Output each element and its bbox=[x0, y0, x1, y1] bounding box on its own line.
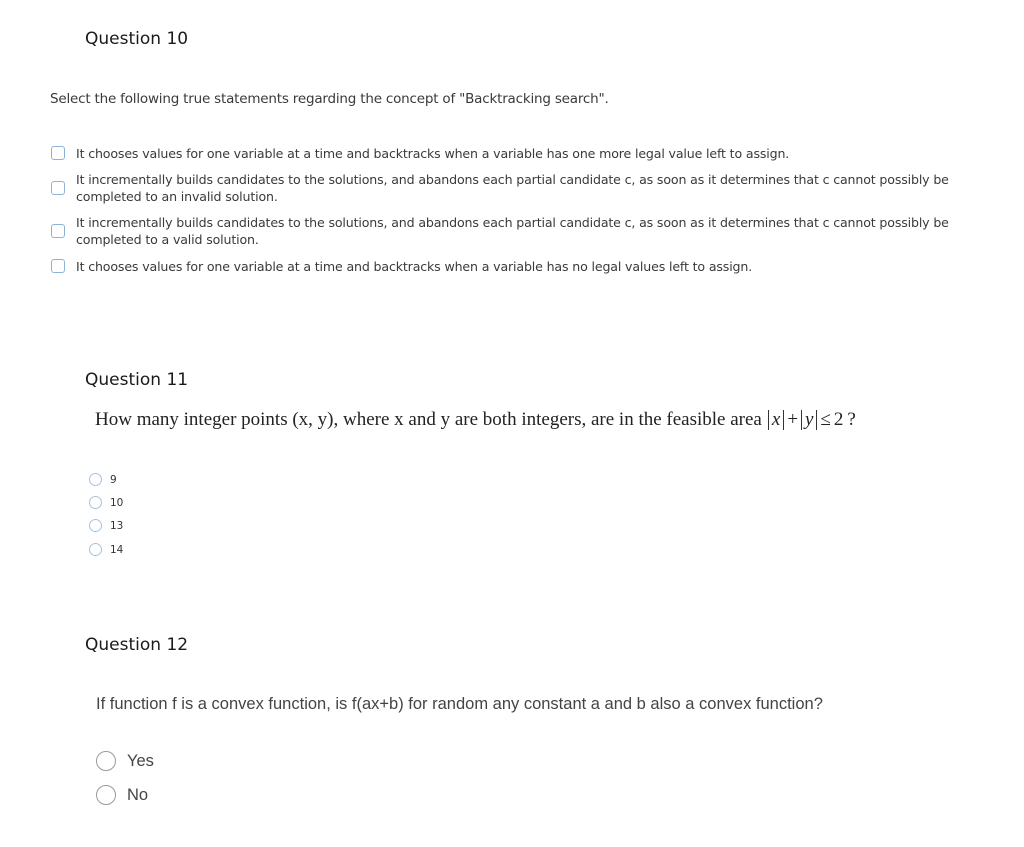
question-10-title: Question 10 bbox=[85, 29, 189, 49]
question-11-prompt bbox=[95, 409, 856, 431]
question-12-prompt: If function f is a convex function, is f(ax+b) for random any constant a and b also a convex function? bbox=[96, 695, 823, 713]
q10-option-2-label: It incrementally builds candidates to the solutions, and abandons each partial candidate c, as soon as it determines that c cannot possibly be completed to an invalid solution. bbox=[76, 172, 949, 204]
q10-option-1-checkbox[interactable] bbox=[51, 146, 65, 160]
q10-option-1-label: It chooses values for one variable at a time and backtracks when a variable has one more legal value left to assign. bbox=[76, 146, 790, 161]
q11-option-3-label: 13 bbox=[110, 519, 124, 532]
q10-option-4-label: It chooses values for one variable at a time and backtracks when a variable has no legal values left to assign. bbox=[76, 259, 753, 274]
q12-option-yes-label: Yes bbox=[127, 751, 154, 770]
question-10-prompt: Select the following true statements regarding the concept of "Backtracking search". bbox=[50, 91, 609, 107]
question-11-title: Question 11 bbox=[85, 370, 189, 390]
plus-sign: + bbox=[787, 409, 799, 430]
q12-option-yes-radio[interactable] bbox=[96, 751, 116, 771]
q11-option-4[interactable] bbox=[89, 543, 123, 556]
leq-sign: ≤ bbox=[820, 409, 831, 430]
q11-option-2-label: 10 bbox=[110, 496, 124, 509]
abs-y: y bbox=[801, 410, 817, 430]
q10-option-2[interactable] bbox=[51, 171, 1008, 205]
q11-option-4-label: 14 bbox=[110, 543, 124, 556]
abs-x: x bbox=[768, 410, 784, 430]
q11-option-1-radio[interactable] bbox=[89, 473, 102, 486]
q11-option-3-radio[interactable] bbox=[89, 519, 102, 532]
q12-option-no-radio[interactable] bbox=[96, 785, 116, 805]
q10-option-3-label: It incrementally builds candidates to the solutions, and abandons each partial candidate c, as soon as it determines that c cannot possibly be completed to a valid solution. bbox=[76, 215, 949, 247]
q11-option-3[interactable] bbox=[89, 519, 123, 532]
formula-rhs: 2 bbox=[833, 409, 844, 430]
q12-option-no-label: No bbox=[127, 785, 149, 804]
q10-option-3[interactable] bbox=[51, 214, 1008, 248]
q10-option-3-checkbox[interactable] bbox=[51, 224, 65, 238]
q11-option-2[interactable] bbox=[89, 496, 123, 509]
q10-option-4-checkbox[interactable] bbox=[51, 259, 65, 273]
q10-option-4[interactable] bbox=[51, 258, 1008, 275]
feasible-area-formula bbox=[768, 409, 856, 431]
q11-option-1-label: 9 bbox=[110, 473, 117, 486]
q11-option-1[interactable] bbox=[89, 473, 117, 486]
q12-option-no[interactable] bbox=[96, 785, 148, 805]
question-11-prompt-text: How many integer points (x, y), where x and y are both integers, are in the feasible area bbox=[95, 409, 762, 430]
q10-option-2-checkbox[interactable] bbox=[51, 181, 65, 195]
q11-option-4-radio[interactable] bbox=[89, 543, 102, 556]
q11-option-2-radio[interactable] bbox=[89, 496, 102, 509]
q12-option-yes[interactable] bbox=[96, 751, 154, 771]
question-mark: ? bbox=[847, 409, 856, 430]
q10-option-1[interactable] bbox=[51, 145, 1008, 162]
question-12-title: Question 12 bbox=[85, 635, 189, 655]
